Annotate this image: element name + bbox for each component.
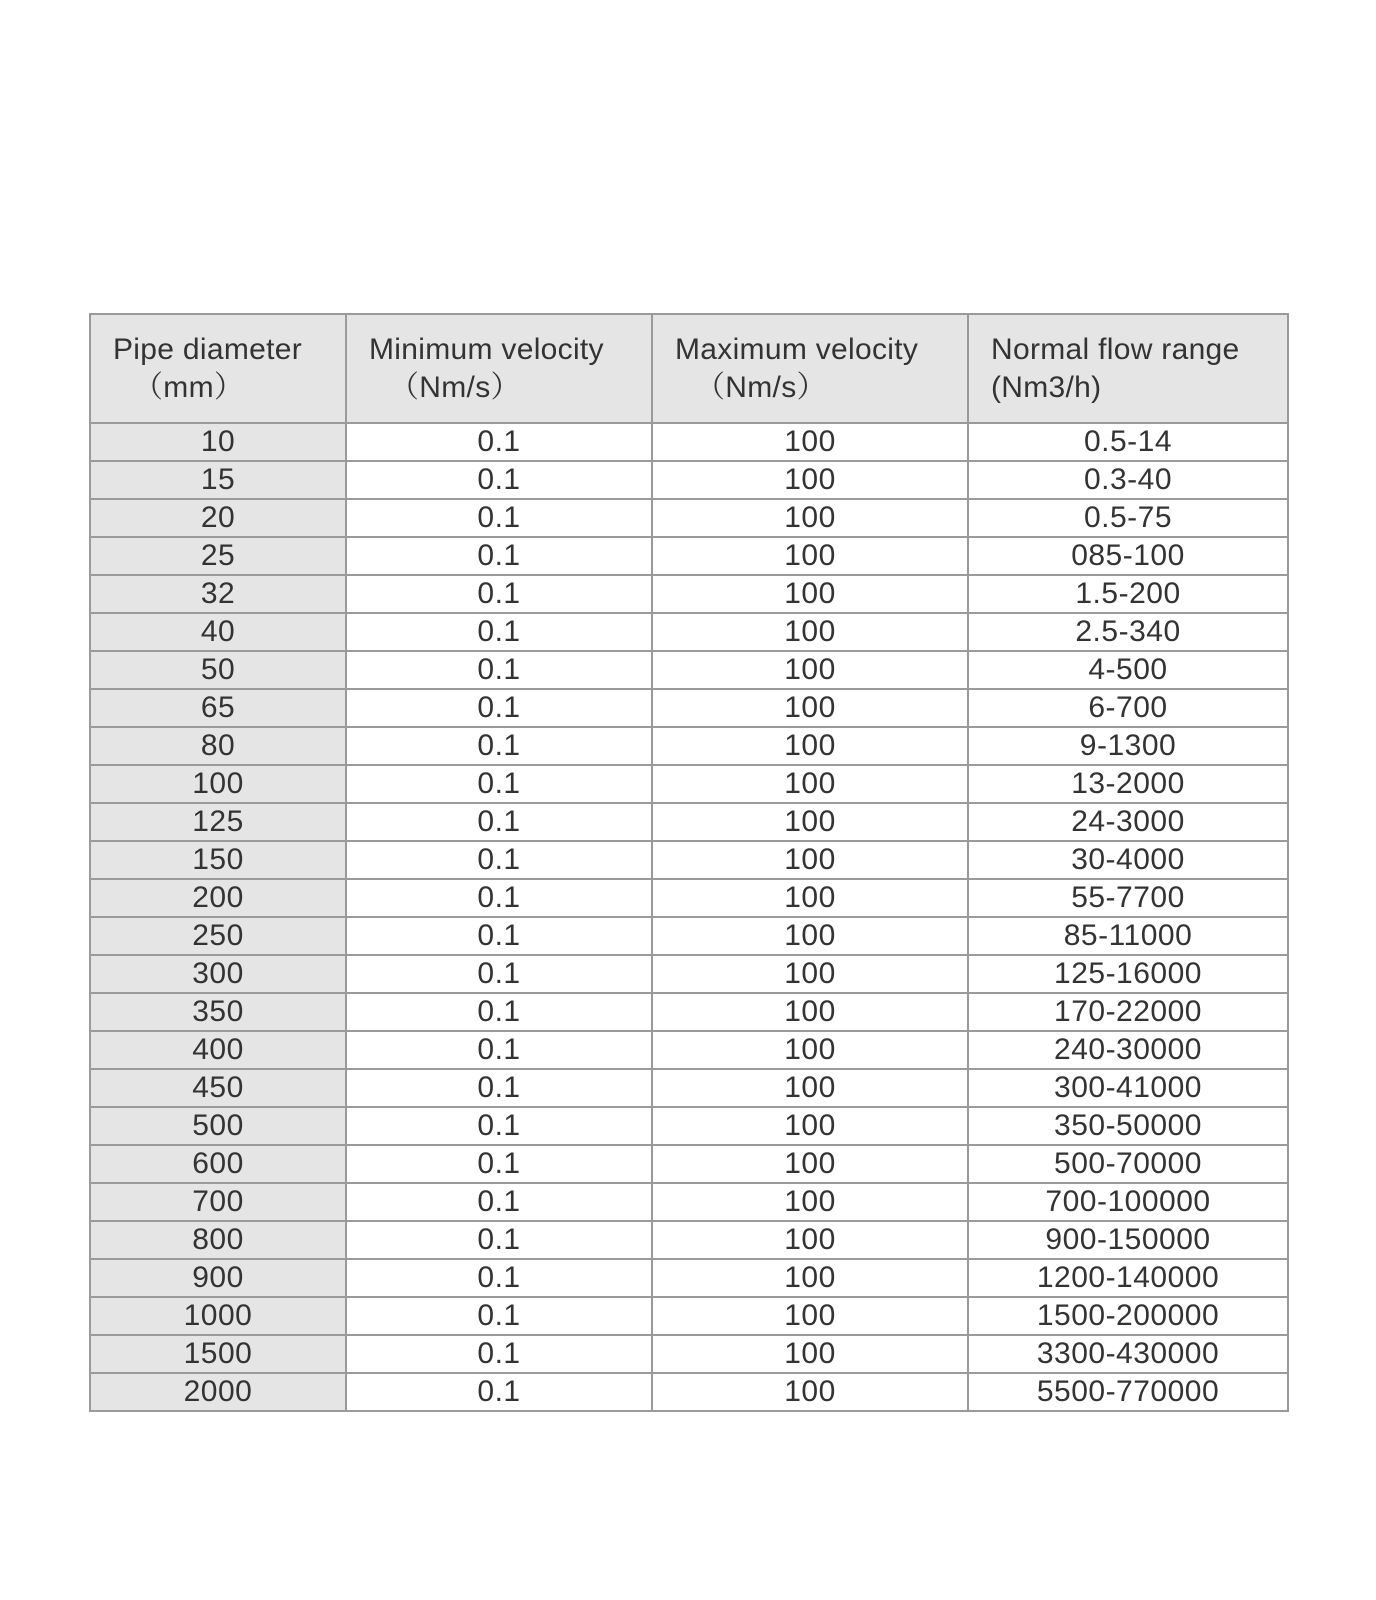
cell-maximum-velocity: 100 xyxy=(652,879,968,917)
cell-normal-flow-range: 30-4000 xyxy=(968,841,1288,879)
cell-maximum-velocity: 100 xyxy=(652,917,968,955)
table-header xyxy=(90,314,1288,423)
cell-pipe-diameter: 450 xyxy=(90,1069,346,1107)
cell-normal-flow-range: 55-7700 xyxy=(968,879,1288,917)
spec-table xyxy=(89,313,1289,1412)
table-row xyxy=(90,1335,1288,1373)
table-row xyxy=(90,765,1288,803)
cell-minimum-velocity: 0.1 xyxy=(346,461,652,499)
cell-maximum-velocity: 100 xyxy=(652,803,968,841)
cell-maximum-velocity: 100 xyxy=(652,461,968,499)
cell-normal-flow-range: 6-700 xyxy=(968,689,1288,727)
cell-normal-flow-range: 1.5-200 xyxy=(968,575,1288,613)
cell-maximum-velocity: 100 xyxy=(652,765,968,803)
cell-pipe-diameter: 250 xyxy=(90,917,346,955)
cell-minimum-velocity: 0.1 xyxy=(346,651,652,689)
cell-minimum-velocity: 0.1 xyxy=(346,917,652,955)
cell-pipe-diameter: 15 xyxy=(90,461,346,499)
cell-minimum-velocity: 0.1 xyxy=(346,727,652,765)
cell-pipe-diameter: 2000 xyxy=(90,1373,346,1411)
cell-normal-flow-range: 0.5-75 xyxy=(968,499,1288,537)
cell-pipe-diameter: 125 xyxy=(90,803,346,841)
cell-pipe-diameter: 50 xyxy=(90,651,346,689)
header-title: Maximum velocity xyxy=(675,332,919,366)
table-row xyxy=(90,499,1288,537)
cell-pipe-diameter: 80 xyxy=(90,727,346,765)
table-row xyxy=(90,575,1288,613)
cell-normal-flow-range: 13-2000 xyxy=(968,765,1288,803)
cell-normal-flow-range: 240-30000 xyxy=(968,1031,1288,1069)
cell-normal-flow-range: 24-3000 xyxy=(968,803,1288,841)
cell-normal-flow-range: 2.5-340 xyxy=(968,613,1288,651)
cell-maximum-velocity: 100 xyxy=(652,727,968,765)
cell-minimum-velocity: 0.1 xyxy=(346,499,652,537)
cell-maximum-velocity: 100 xyxy=(652,1259,968,1297)
cell-minimum-velocity: 0.1 xyxy=(346,1221,652,1259)
header-unit: （Nm/s） xyxy=(389,370,521,404)
cell-maximum-velocity: 100 xyxy=(652,575,968,613)
cell-normal-flow-range: 350-50000 xyxy=(968,1107,1288,1145)
table-row xyxy=(90,1259,1288,1297)
cell-maximum-velocity: 100 xyxy=(652,1145,968,1183)
cell-minimum-velocity: 0.1 xyxy=(346,1297,652,1335)
cell-maximum-velocity: 100 xyxy=(652,613,968,651)
table-row xyxy=(90,537,1288,575)
cell-pipe-diameter: 700 xyxy=(90,1183,346,1221)
cell-maximum-velocity: 100 xyxy=(652,689,968,727)
table-row xyxy=(90,1183,1288,1221)
cell-minimum-velocity: 0.1 xyxy=(346,1259,652,1297)
cell-normal-flow-range: 1200-140000 xyxy=(968,1259,1288,1297)
cell-pipe-diameter: 1500 xyxy=(90,1335,346,1373)
table-row xyxy=(90,1107,1288,1145)
cell-normal-flow-range: 4-500 xyxy=(968,651,1288,689)
table-row xyxy=(90,461,1288,499)
header-unit: (Nm3/h) xyxy=(991,370,1102,404)
table-row xyxy=(90,879,1288,917)
cell-normal-flow-range: 85-11000 xyxy=(968,917,1288,955)
cell-minimum-velocity: 0.1 xyxy=(346,803,652,841)
table-row xyxy=(90,689,1288,727)
cell-maximum-velocity: 100 xyxy=(652,651,968,689)
table-row xyxy=(90,1297,1288,1335)
cell-pipe-diameter: 900 xyxy=(90,1259,346,1297)
cell-maximum-velocity: 100 xyxy=(652,499,968,537)
cell-minimum-velocity: 0.1 xyxy=(346,879,652,917)
cell-minimum-velocity: 0.1 xyxy=(346,613,652,651)
cell-maximum-velocity: 100 xyxy=(652,1107,968,1145)
cell-minimum-velocity: 0.1 xyxy=(346,993,652,1031)
cell-pipe-diameter: 150 xyxy=(90,841,346,879)
cell-maximum-velocity: 100 xyxy=(652,1031,968,1069)
cell-maximum-velocity: 100 xyxy=(652,1183,968,1221)
cell-minimum-velocity: 0.1 xyxy=(346,1335,652,1373)
table-row xyxy=(90,841,1288,879)
header-pipe-diameter xyxy=(90,314,346,423)
cell-pipe-diameter: 600 xyxy=(90,1145,346,1183)
cell-normal-flow-range: 3300-430000 xyxy=(968,1335,1288,1373)
cell-pipe-diameter: 200 xyxy=(90,879,346,917)
header-normal-flow-range xyxy=(968,314,1288,423)
cell-normal-flow-range: 1500-200000 xyxy=(968,1297,1288,1335)
cell-minimum-velocity: 0.1 xyxy=(346,575,652,613)
cell-normal-flow-range: 500-70000 xyxy=(968,1145,1288,1183)
cell-maximum-velocity: 100 xyxy=(652,841,968,879)
cell-normal-flow-range: 0.3-40 xyxy=(968,461,1288,499)
cell-normal-flow-range: 300-41000 xyxy=(968,1069,1288,1107)
cell-pipe-diameter: 32 xyxy=(90,575,346,613)
cell-minimum-velocity: 0.1 xyxy=(346,1069,652,1107)
cell-minimum-velocity: 0.1 xyxy=(346,765,652,803)
header-title: Pipe diameter xyxy=(113,332,302,366)
cell-normal-flow-range: 700-100000 xyxy=(968,1183,1288,1221)
table-row xyxy=(90,423,1288,461)
cell-maximum-velocity: 100 xyxy=(652,955,968,993)
cell-pipe-diameter: 1000 xyxy=(90,1297,346,1335)
table-row xyxy=(90,1221,1288,1259)
cell-maximum-velocity: 100 xyxy=(652,1297,968,1335)
cell-normal-flow-range: 9-1300 xyxy=(968,727,1288,765)
header-row xyxy=(90,314,1288,423)
header-unit: （Nm/s） xyxy=(695,370,827,404)
cell-normal-flow-range: 170-22000 xyxy=(968,993,1288,1031)
cell-pipe-diameter: 500 xyxy=(90,1107,346,1145)
table-body xyxy=(90,423,1288,1411)
cell-minimum-velocity: 0.1 xyxy=(346,1373,652,1411)
cell-minimum-velocity: 0.1 xyxy=(346,955,652,993)
table-row xyxy=(90,613,1288,651)
cell-normal-flow-range: 085-100 xyxy=(968,537,1288,575)
cell-pipe-diameter: 10 xyxy=(90,423,346,461)
table-row xyxy=(90,1373,1288,1411)
cell-pipe-diameter: 400 xyxy=(90,1031,346,1069)
table-row xyxy=(90,993,1288,1031)
cell-maximum-velocity: 100 xyxy=(652,1373,968,1411)
cell-minimum-velocity: 0.1 xyxy=(346,537,652,575)
cell-normal-flow-range: 0.5-14 xyxy=(968,423,1288,461)
table-row xyxy=(90,651,1288,689)
cell-minimum-velocity: 0.1 xyxy=(346,423,652,461)
cell-minimum-velocity: 0.1 xyxy=(346,689,652,727)
table-row xyxy=(90,917,1288,955)
cell-maximum-velocity: 100 xyxy=(652,1069,968,1107)
cell-maximum-velocity: 100 xyxy=(652,993,968,1031)
cell-maximum-velocity: 100 xyxy=(652,537,968,575)
header-title: Normal flow range xyxy=(991,332,1240,366)
cell-pipe-diameter: 800 xyxy=(90,1221,346,1259)
cell-normal-flow-range: 125-16000 xyxy=(968,955,1288,993)
cell-minimum-velocity: 0.1 xyxy=(346,1145,652,1183)
cell-pipe-diameter: 65 xyxy=(90,689,346,727)
cell-pipe-diameter: 20 xyxy=(90,499,346,537)
table-row xyxy=(90,803,1288,841)
cell-maximum-velocity: 100 xyxy=(652,1335,968,1373)
header-unit: （mm） xyxy=(133,370,245,404)
table-row xyxy=(90,955,1288,993)
header-minimum-velocity xyxy=(346,314,652,423)
table-row xyxy=(90,1145,1288,1183)
cell-maximum-velocity: 100 xyxy=(652,423,968,461)
cell-pipe-diameter: 300 xyxy=(90,955,346,993)
cell-minimum-velocity: 0.1 xyxy=(346,1107,652,1145)
cell-pipe-diameter: 100 xyxy=(90,765,346,803)
table-row xyxy=(90,1069,1288,1107)
cell-minimum-velocity: 0.1 xyxy=(346,841,652,879)
cell-minimum-velocity: 0.1 xyxy=(346,1183,652,1221)
cell-normal-flow-range: 900-150000 xyxy=(968,1221,1288,1259)
header-title: Minimum velocity xyxy=(369,332,604,366)
header-maximum-velocity xyxy=(652,314,968,423)
cell-pipe-diameter: 25 xyxy=(90,537,346,575)
cell-pipe-diameter: 350 xyxy=(90,993,346,1031)
table-row xyxy=(90,1031,1288,1069)
table-row xyxy=(90,727,1288,765)
cell-maximum-velocity: 100 xyxy=(652,1221,968,1259)
cell-minimum-velocity: 0.1 xyxy=(346,1031,652,1069)
cell-pipe-diameter: 40 xyxy=(90,613,346,651)
cell-normal-flow-range: 5500-770000 xyxy=(968,1373,1288,1411)
